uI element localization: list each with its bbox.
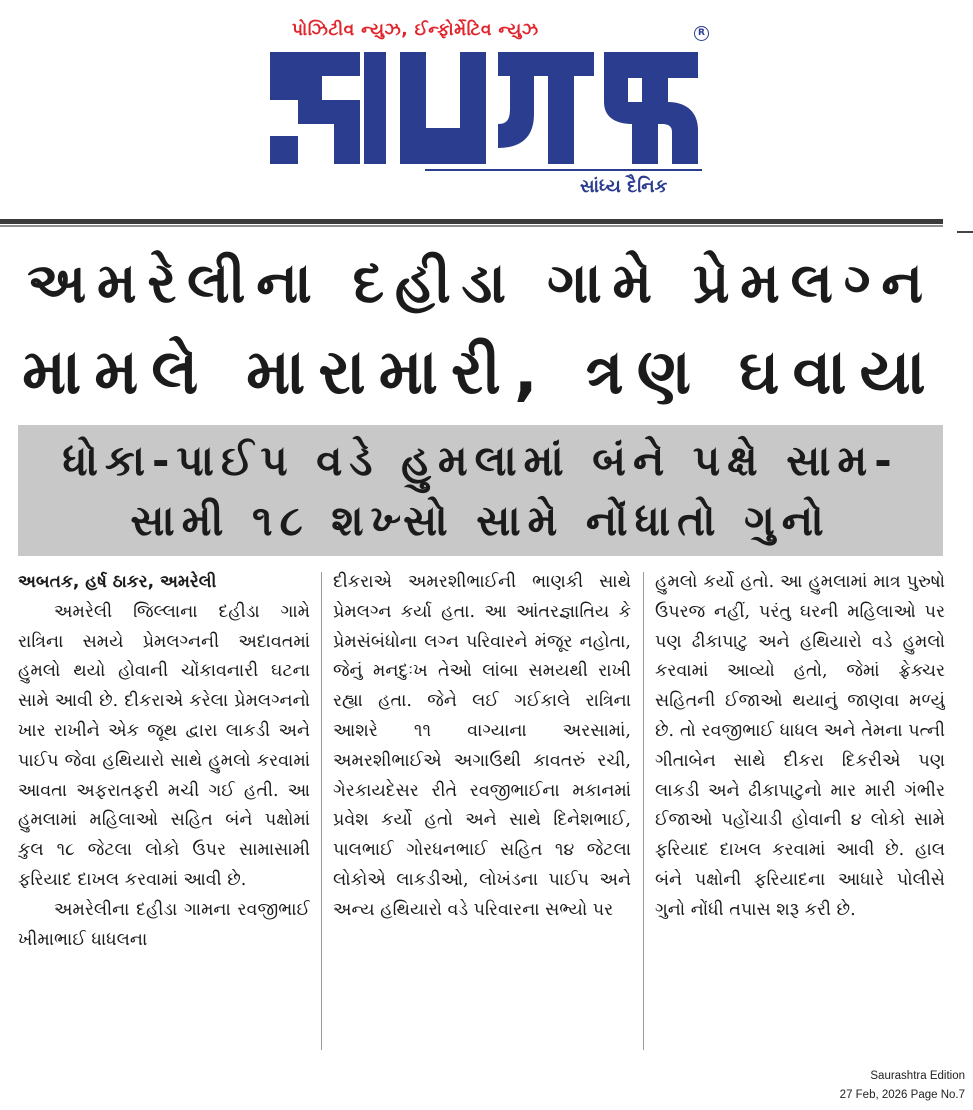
article-column-2 bbox=[333, 568, 631, 1054]
page-edge-mark bbox=[957, 231, 973, 233]
article-headline bbox=[18, 240, 943, 416]
edition-info bbox=[840, 1067, 965, 1105]
column-divider-1 bbox=[321, 572, 322, 1050]
headline-line-2: મામલે મારામારી, ત્રણ ઘવાયા bbox=[22, 335, 939, 408]
article-column-3 bbox=[655, 568, 945, 1054]
logo-underline bbox=[425, 169, 702, 171]
column-3-paragraph-1: હુમલો કર્યો હતો. આ હુમલામાં માત્ર પુરુષો ઉપરજ નહીં, પરંતુ ઘરની મહિલાઓ પર પણ ઢીકાપાટુ અને હથિયારો વડે હુમલો કરવામાં આવ્યો હતો, જેમાં ફ્રેક્ચર સહિતની ઈજાઓ થયાનું જાણવા મળ્યું છે. તો રવજીભાઈ ધાધલ અને તેમના પત્ની ગીતાબેન સાથે દીકરા દિકરીએ પણ લાકડી અને ઢીકાપાટુનો માર મારી ગંભીર ઈજાઓ પહોંચાડી હોવાની ૪ લોકો સામે ફરિયાદ દાખલ કરવામાં આવી છે. હાલ બંને પક્ષોની ફરિયાદના આધારે પોલીસે ગુનો નોંધી તપાસ શરૂ કરી છે. bbox=[655, 572, 945, 920]
subheadline-line-1: ધોકા-પાઈપ વડે હુમલામાં બંને પક્ષે સામ- bbox=[62, 436, 899, 485]
column-1-paragraph-1: અમરેલી જિલ્લાના દહીડા ગામે રાત્રિના સમયે પ્રેમલગ્નની અદાવતમાં હુમલો થયો હોવાની ચોંકાવનારી ઘટના સામે આવી છે. દીકરાએ કરેલા પ્રેમલગ્નનો ખાર રાખીને એક જૂથ દ્વારા લાકડી અને પાઈપ જેવા હથિયારો સાથે હુમલો કરવામાં આવતા અફરાતફરી મચી ગઈ હતી. આ હુમલામાં મહિલાઓ સહિત બંને પક્ષોમાં કુલ ૧૮ જેટલા લોકો ઉપર સામાસામી ફરિયાદ દાખલ કરવામાં આવી છે. bbox=[18, 601, 310, 890]
subheadline-line-2: સામી ૧૮ શખ્સો સામે નોંધાતો ગુનો bbox=[130, 496, 831, 545]
column-1-paragraph-2: અમરેલીના દહીડા ગામના રવજીભાઈ ખીમાભાઈ ધાધલના bbox=[18, 899, 310, 950]
article-subheadline bbox=[18, 425, 943, 556]
headline-line-1: અમરેલીના દહીડા ગામે પ્રેમલગ્ન bbox=[27, 251, 934, 316]
column-divider-2 bbox=[643, 572, 644, 1050]
column-2-paragraph-1: દીકરાએ અમરશીભાઈની ભાણકી સાથે પ્રેમલગ્ન કર્યા હતા. આ આંતરજ્ઞાતિય કે પ્રેમસંબંધોના લગ્ન પરિવારને મંજૂર નહોતા, જેનું મનદુઃખ તેઓ લાંબા સમયથી રાખી રહ્યા હતા. જેને લઈ ગઈકાલે રાત્રિના આશરે ૧૧ વાગ્યાના અરસામાં, અમરશીભાઈએ અગાઉથી કાવતરું રચી, ગેરકાયદેસર રીતે રવજીભાઈના મકાનમાં પ્રવેશ કર્યો હતો અને સાથે દિનેશભાઈ, પાલભાઈ ગોરધનભાઈ સહિત ૧૪ જેટલા લોકોએ લાકડીઓ, લોખંડના પાઈપ અને અન્ય હથિયારો વડે પરિવારના સભ્યો પર bbox=[333, 572, 631, 920]
edition-date-page: 27 Feb, 2026 Page No.7 bbox=[839, 1089, 965, 1101]
article-byline: અબતક, હર્ષ ઠાકર, અમરેલી bbox=[18, 572, 217, 592]
masthead-divider bbox=[0, 219, 943, 224]
masthead-tagline: પોઝિટીવ ન્યુઝ, ઈન્ફોર્મેટિવ ન્યુઝ bbox=[292, 20, 539, 40]
abtak-logo bbox=[264, 44, 704, 168]
masthead bbox=[0, 0, 973, 222]
edition-name: Saurashtra Edition bbox=[870, 1070, 965, 1082]
registered-trademark-icon: R bbox=[694, 26, 709, 41]
article-column-1 bbox=[18, 568, 310, 1054]
masthead-subtitle: સાંધ્ય દૈનિક bbox=[580, 176, 668, 197]
masthead-divider-shadow bbox=[0, 225, 943, 227]
